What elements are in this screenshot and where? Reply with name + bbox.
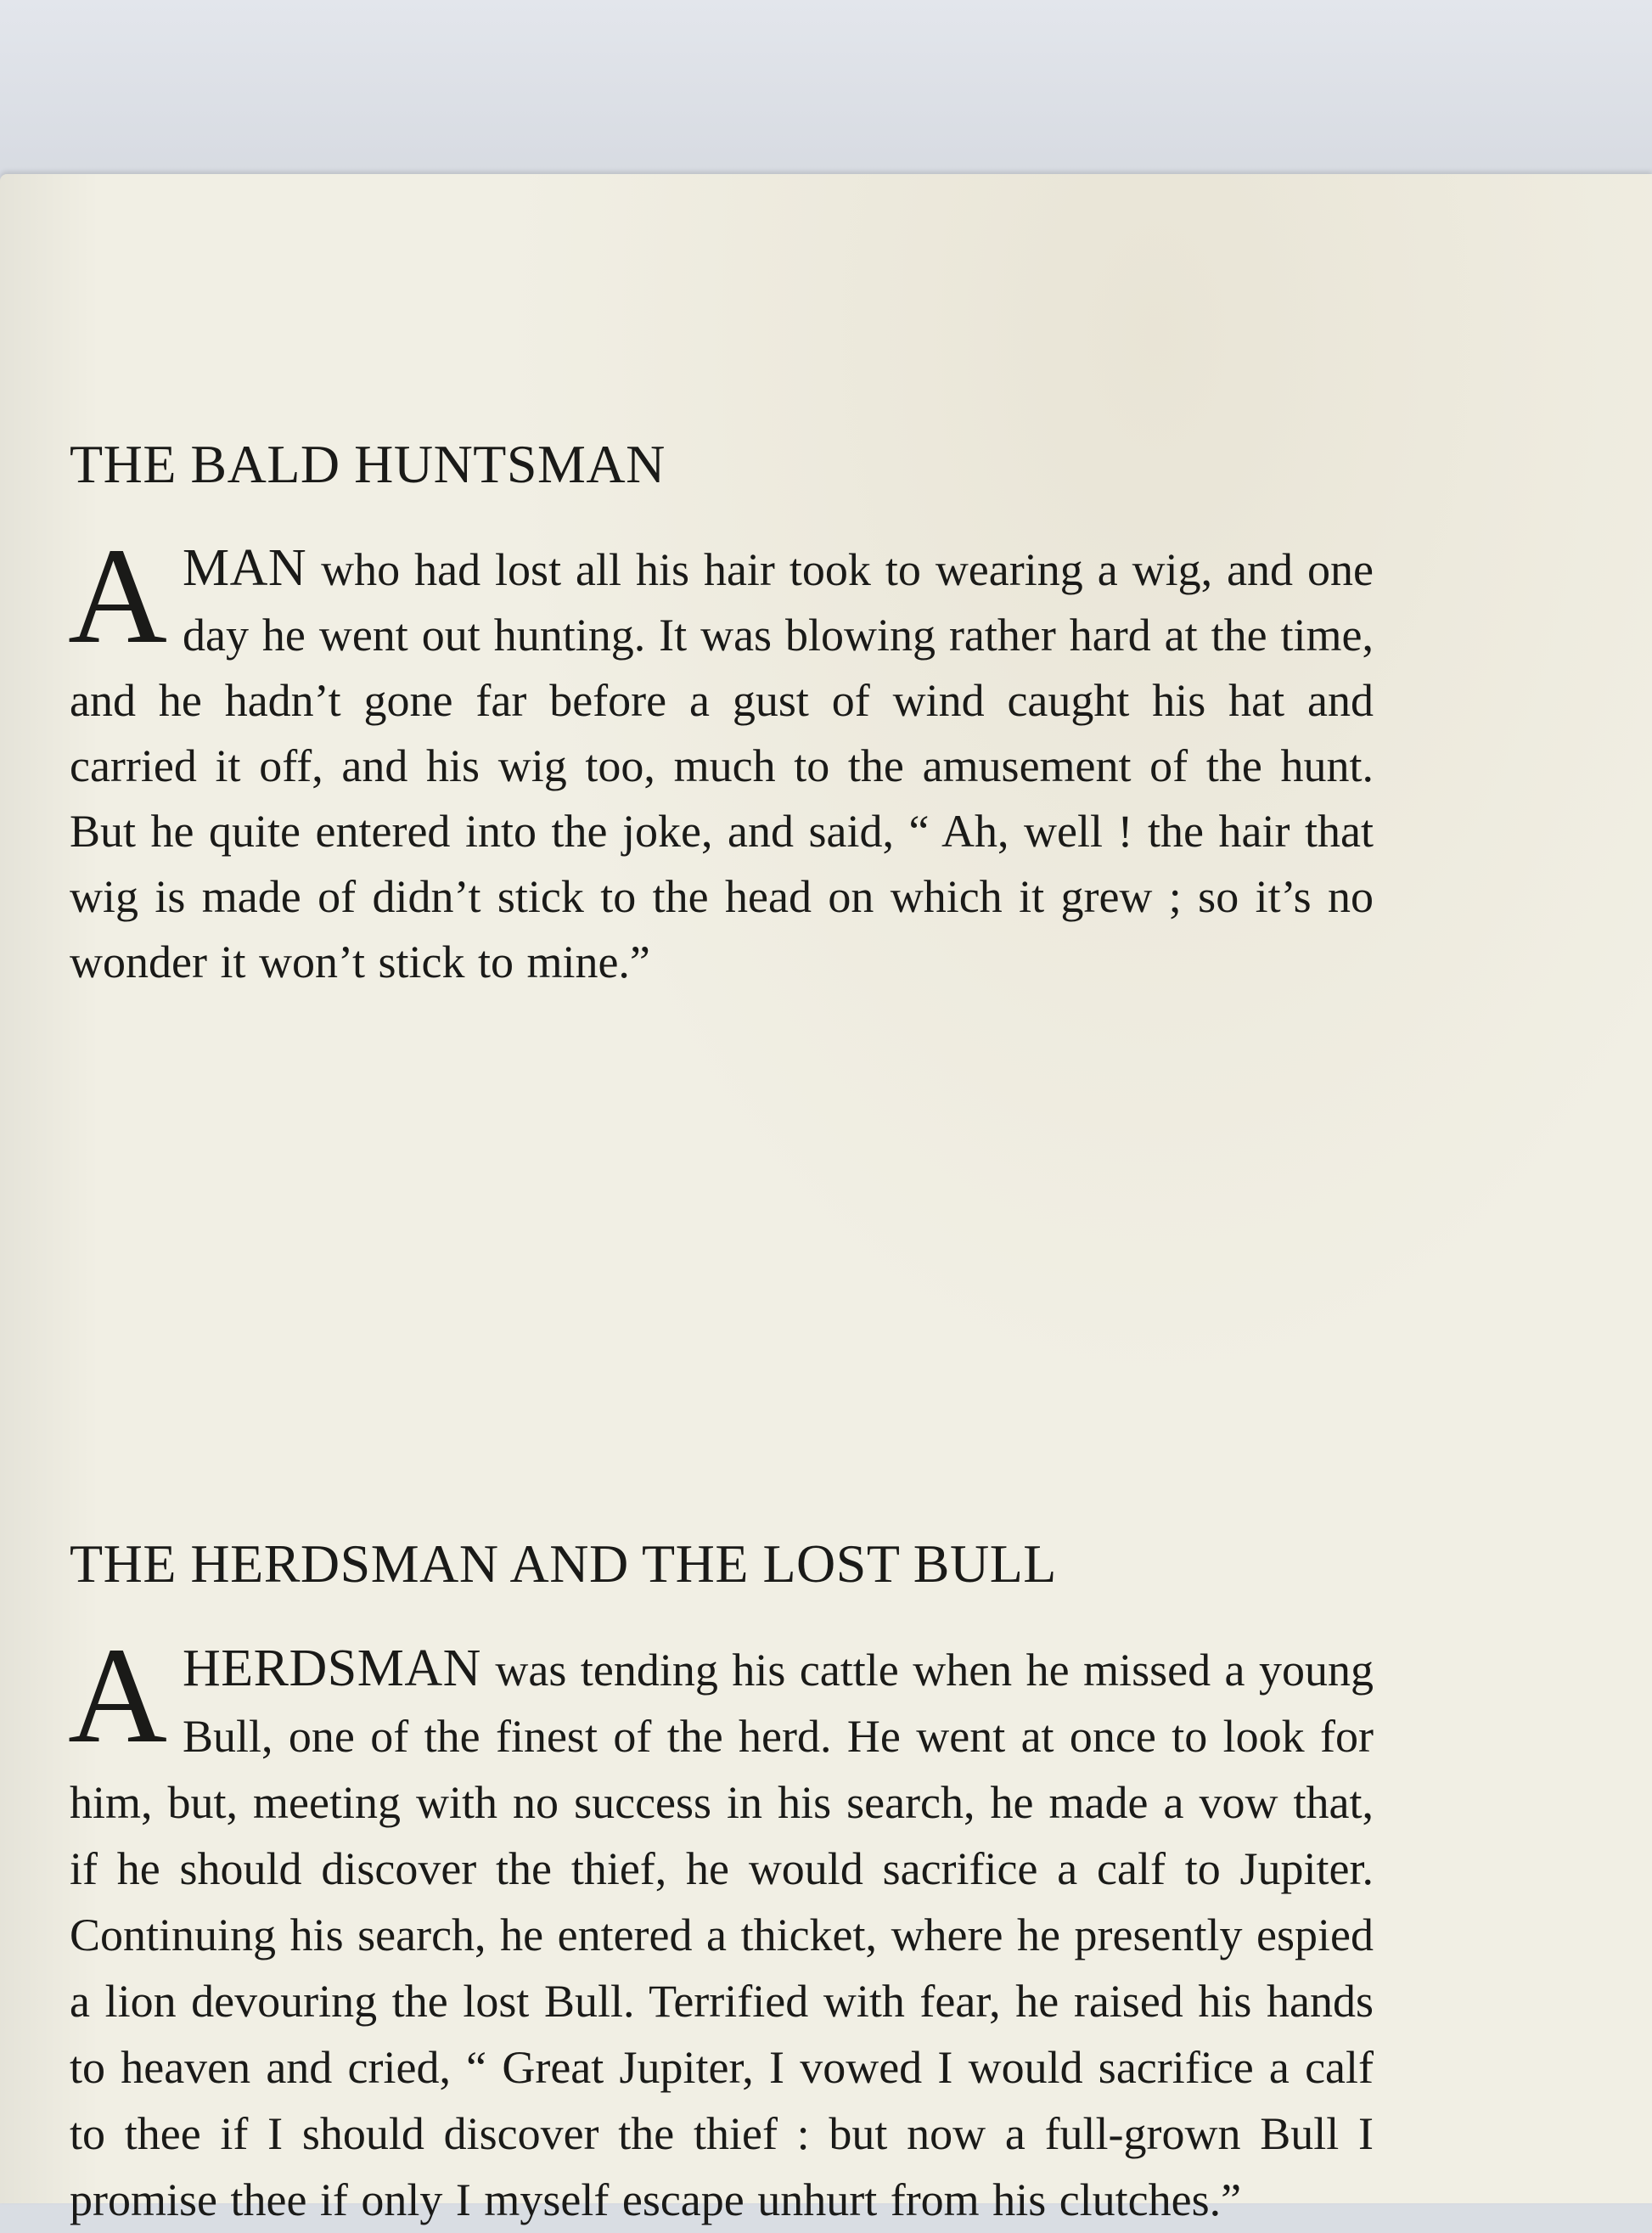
fable-body: was tending his cattle when he missed a young Bull, one of the finest of the herd. He went at once to look for him, but, meeting with no success in his search, he made a vow that, if he should discover the thief, he would sacrifice a calf to Jupiter. Continuing his search, he entered a thicket, where he presently espied a lion devouring the lost Bull. Terrified with fear, he raised his hands to heaven and cried, “ Great Jupiter, I vowed I would sacrifice a calf to thee if I should discover the thief : but now a full-grown Bull I promise thee if only I myself escape unhurt from his clutches.” (70, 1645, 1374, 2225)
lead-word: MAN (183, 539, 307, 597)
fable-herdsman-lost-bull (68, 1533, 1374, 2233)
fable-text (68, 520, 1374, 995)
fable-title: THE HERDSMAN AND THE LOST BULL (70, 1533, 1057, 1594)
lead-word: HERDSMAN (183, 1640, 481, 1697)
drop-cap: A (68, 1620, 167, 1772)
fable-text (68, 1620, 1374, 2233)
fable-title: THE BALD HUNTSMAN (70, 434, 666, 494)
fable-bald-huntsman (68, 434, 1374, 995)
fable-body: who had lost all his hair took to wearing a wig, and one day he went out hunting. It was blowing rather hard at the time, and he hadn’t gone far before a gust of wind caught his hat and carried it off, and his wig too, much to the amusement of the hunt. But he quite entered into the joke, and said, “ Ah, well ! the hair that wig is made of didn’t stick to the head on which it grew ; so it’s no wonder it won’t stick to mine.” (70, 544, 1374, 987)
drop-cap: A (68, 520, 167, 672)
book-page (0, 174, 1652, 2225)
